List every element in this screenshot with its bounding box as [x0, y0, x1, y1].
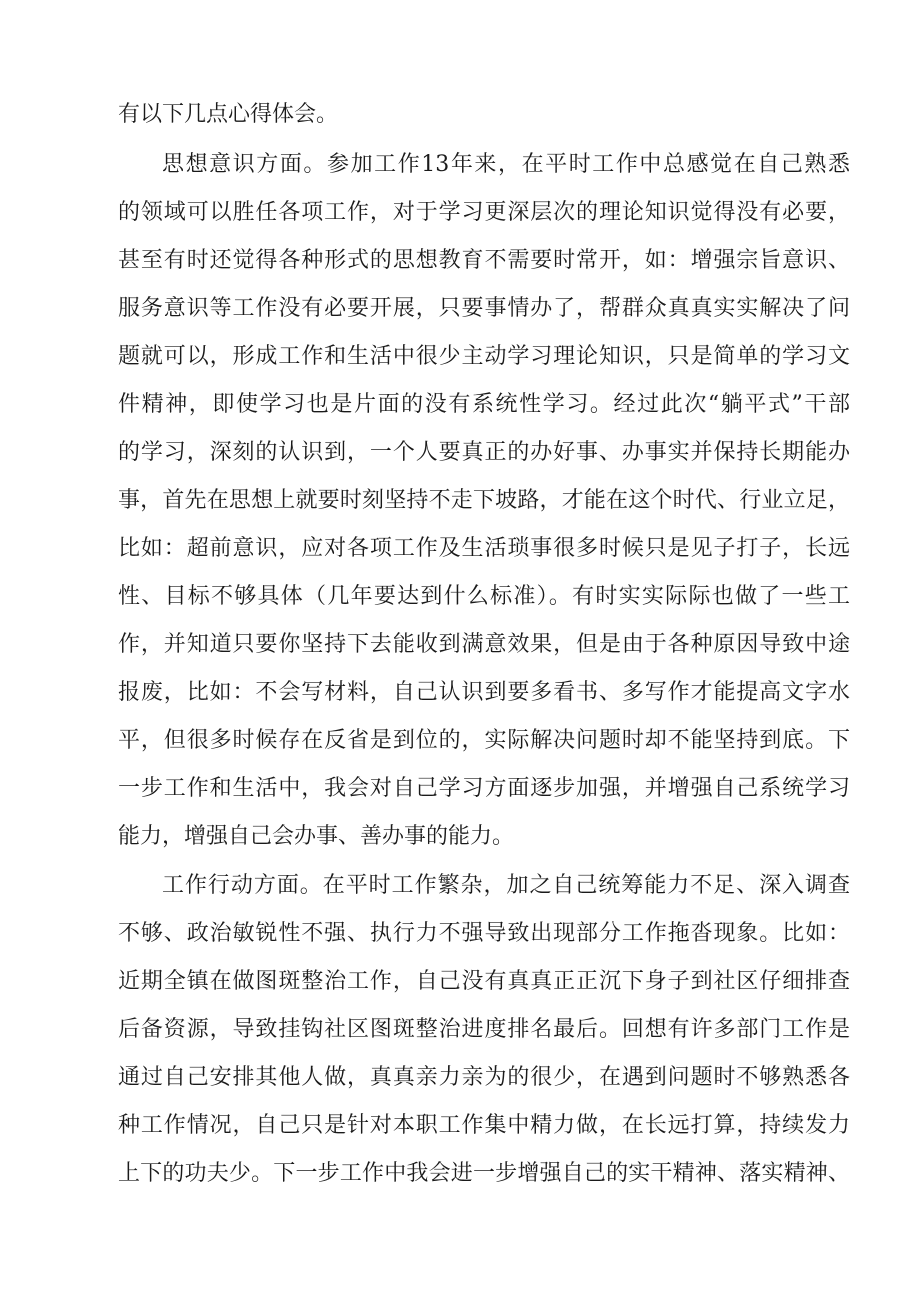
text-line: 后备资源，导致挂钩社区图斑整治进度排名最后。回想有许多部门工作是: [118, 1017, 850, 1042]
text-line: 比如：超前意识，应对各项工作及生活琐事很多时候只是见子打子，长远: [118, 536, 850, 561]
paragraph-start-line: 思想意识方面。参加工作13年来，在平时工作中总感觉在自己熟悉: [162, 152, 850, 177]
text-line: 件精神，即使学习也是片面的没有系统性学习。经过此次“躺平式”干部: [118, 392, 850, 417]
text-line: 一步工作和生活中，我会对自己学习方面逐步加强，并增强自己系统学习: [118, 776, 850, 801]
text-line: 题就可以，形成工作和生活中很少主动学习理论知识，只是简单的学习文: [118, 344, 850, 369]
text-line: 的领域可以胜任各项工作，对于学习更深层次的理论知识觉得没有必要，: [118, 200, 850, 225]
text-line: 服务意识等工作没有必要开展，只要事情办了，帮群众真真实实解决了问: [118, 296, 850, 321]
text-line: 作，并知道只要你坚持下去能收到满意效果，但是由于各种原因导致中途: [118, 632, 850, 657]
text-line: 的学习，深刻的认识到，一个人要真正的办好事、办事实并保持长期能办: [118, 440, 850, 465]
paragraph-start-line: 工作行动方面。在平时工作繁杂，加之自己统筹能力不足、深入调查: [162, 873, 850, 898]
text-line: 性、目标不够具体（几年要达到什么标准）。有时实实际际也做了一些工: [118, 584, 850, 609]
text-line: 甚至有时还觉得各种形式的思想教育不需要时常开，如：增强宗旨意识、: [118, 248, 850, 273]
text-line: 种工作情况，自己只是针对本职工作集中精力做，在长远打算，持续发力: [118, 1113, 850, 1138]
text-line: 事，首先在思想上就要时刻坚持不走下坡路，才能在这个时代、行业立足，: [118, 488, 850, 513]
text-line: 报废，比如：不会写材料，自己认识到要多看书、多写作才能提高文字水: [118, 680, 850, 705]
text-line: 平，但很多时候存在反省是到位的，实际解决问题时却不能坚持到底。下: [118, 728, 850, 753]
text-line: 近期全镇在做图斑整治工作，自己没有真真正正沉下身子到社区仔细排查: [118, 969, 850, 994]
text-line: 有以下几点心得体会。: [118, 102, 339, 127]
text-line: 通过自己安排其他人做，真真亲力亲为的很少，在遇到问题时不够熟悉各: [118, 1065, 850, 1090]
text-line: 不够、政治敏锐性不强、执行力不强导致出现部分工作拖沓现象。比如：: [118, 921, 850, 946]
paragraph-end-line: 能力，增强自己会办事、善办事的能力。: [118, 824, 515, 849]
text-line: 上下的功夫少。下一步工作中我会进一步增强自己的实干精神、落实精神、: [118, 1161, 850, 1186]
